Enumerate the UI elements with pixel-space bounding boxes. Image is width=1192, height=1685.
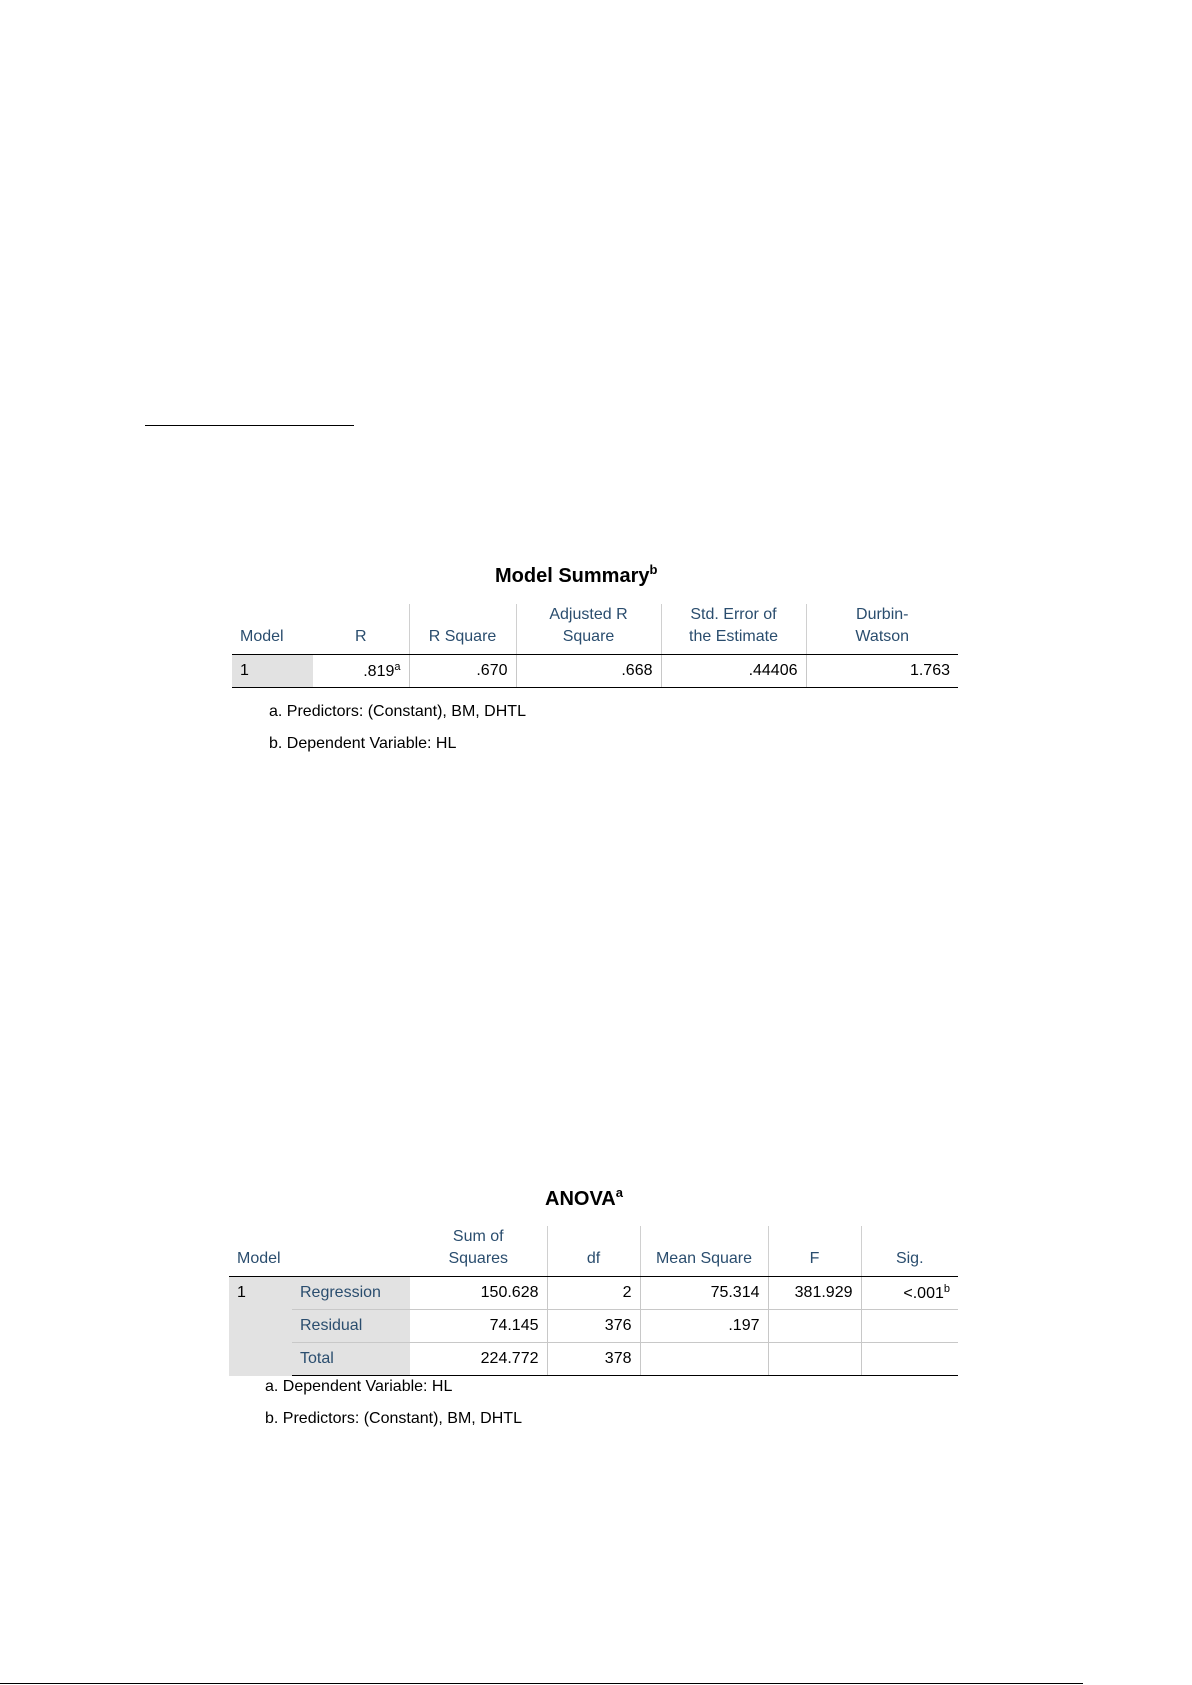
model-summary-row [232, 655, 958, 688]
header-adjusted-r-square: Adjusted R Square [516, 604, 661, 655]
anova-cell-df: 376 [547, 1310, 640, 1343]
anova-title-sup: a [615, 1185, 623, 1200]
cell-durbin-watson: 1.763 [806, 655, 958, 688]
anova-header-sum-of-squares: Sum of Squares [410, 1226, 547, 1277]
anova-header-f: F [768, 1226, 861, 1277]
cell-model: 1 [232, 655, 313, 688]
anova-header-blank [292, 1226, 410, 1277]
anova-row-total [229, 1343, 958, 1376]
anova-row-label: Total [292, 1343, 410, 1376]
anova-cell-mean-square: 75.314 [640, 1277, 768, 1310]
model-summary-footnote-a: a. Predictors: (Constant), BM, DHTL [269, 703, 526, 720]
anova-cell-f: 381.929 [768, 1277, 861, 1310]
anova-cell-df: 2 [547, 1277, 640, 1310]
anova-table [229, 1226, 958, 1376]
anova-cell-sum-of-squares: 74.145 [410, 1310, 547, 1343]
header-durbin-watson: Durbin- Watson [806, 604, 958, 655]
anova-cell-mean-square [640, 1343, 768, 1376]
anova-header-sig: Sig. [861, 1226, 958, 1277]
page-footer-rule [0, 1683, 1083, 1684]
anova-header-df: df [547, 1226, 640, 1277]
header-model: Model [232, 604, 313, 655]
anova-cell-df: 378 [547, 1343, 640, 1376]
anova-cell-sig [861, 1343, 958, 1376]
anova-cell-mean-square: .197 [640, 1310, 768, 1343]
anova-cell-sig [861, 1310, 958, 1343]
model-summary-title-text: Model Summary [495, 565, 650, 587]
anova-cell-sum-of-squares: 150.628 [410, 1277, 547, 1310]
header-r: R [313, 604, 409, 655]
cell-r-square: .670 [409, 655, 516, 688]
anova-row-label: Regression [292, 1277, 410, 1310]
anova-header-mean-square: Mean Square [640, 1226, 768, 1277]
model-summary-table [232, 604, 958, 688]
model-summary-title [495, 562, 657, 588]
model-summary-title-sup: b [649, 562, 658, 577]
anova-title [545, 1185, 623, 1211]
cell-r: .819$^a$ [313, 655, 409, 688]
anova-footnote-b: b. Predictors: (Constant), BM, DHTL [265, 1410, 522, 1427]
anova-cell-f [768, 1310, 861, 1343]
anova-row-regression [229, 1277, 958, 1310]
anova-header-model: Model [229, 1226, 292, 1277]
model-summary-header-row [232, 604, 958, 655]
header-r-square: R Square [409, 604, 516, 655]
header-std-error: Std. Error of the Estimate [661, 604, 806, 655]
anova-cell-sig: <.001$^b$ [861, 1277, 958, 1310]
anova-row-residual [229, 1310, 958, 1343]
anova-footnote-a: a. Dependent Variable: HL [265, 1378, 453, 1395]
anova-title-text: ANOVA [545, 1188, 616, 1210]
anova-cell-model: 1 [229, 1277, 292, 1376]
cell-std-error: .44406 [661, 655, 806, 688]
anova-header-row [229, 1226, 958, 1277]
section-heading-underline [145, 425, 354, 426]
anova-cell-f [768, 1343, 861, 1376]
cell-adjusted-r-square: .668 [516, 655, 661, 688]
anova-cell-sum-of-squares: 224.772 [410, 1343, 547, 1376]
anova-row-label: Residual [292, 1310, 410, 1343]
model-summary-footnote-b: b. Dependent Variable: HL [269, 735, 457, 752]
